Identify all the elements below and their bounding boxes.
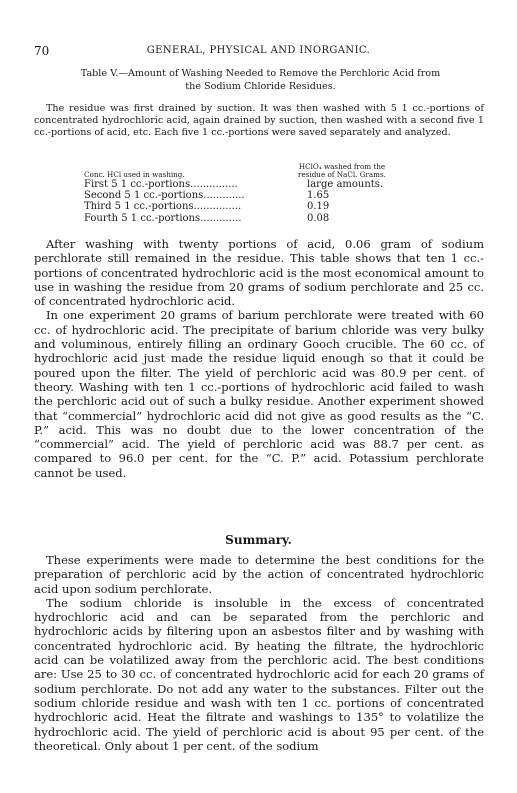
table-header-row bbox=[84, 163, 395, 179]
table-row bbox=[84, 190, 395, 201]
paragraph: After washing with twenty portions of acid, 0.06 gram of sodium perchlorate still remained in the residue. This table shows that ten 1 cc.-portions of concentrated hydrochloric acid is the most economical amount to use in washing the residue from 20 grams of sodium perchlorate and 25 cc. of concentrated hydrochloric acid. bbox=[34, 237, 484, 309]
summary-text bbox=[34, 553, 484, 753]
body-text bbox=[34, 237, 484, 480]
column-header-hclo4-line-1: HClO₄ washed from the bbox=[298, 162, 386, 171]
running-head: GENERAL, PHYSICAL AND INORGANIC. bbox=[146, 45, 371, 56]
table-row bbox=[84, 213, 395, 224]
row-value: large amounts. bbox=[307, 179, 384, 190]
table-caption-line-2: the Sodium Chloride Residues. bbox=[185, 80, 336, 92]
row-value: 0.19 bbox=[307, 201, 330, 213]
row-label: Fourth 5 1 cc.-portions............. bbox=[84, 212, 242, 224]
row-value: 1.65 bbox=[307, 190, 330, 202]
table-intro bbox=[34, 103, 484, 140]
paragraph: The sodium chloride is insoluble in the excess of concentrated hydrochloric acid and can be separated from the perchloric and hydrochloric acids by filtering upon an asbestos filter and by washing with concentrated hydrochloric acid. By heating the filtrate, the hydrochloric acid can be volatilized away from the perchloric acid. The best conditions are: Use 25 to 30 cc. of concentrated hydrochloric acid for each 20 grams of sodium perchlorate. Do not add any water to the substances. Filter out the sodium chloride residue and wash with ten 1 cc. portions of concentrated hydrochloric acid. Heat the filtrate and washings to 135° to volatilize the hydrochloric acid. The yield of perchloric acid is about 95 per cent. of the theoretical. Only about 1 per cent. of the sodium bbox=[34, 595, 484, 753]
page-header bbox=[34, 44, 483, 58]
table-row bbox=[84, 201, 395, 212]
table-caption bbox=[40, 68, 481, 93]
table-intro-text: The residue was first drained by suction. It was then washed with 5 1 cc.-portions of concentrated hydrochloric acid, again drained by suction, then washed with a second five 1 cc.-portions of acid, etc. Each five 1 cc.-portions were saved separately and analyzed. bbox=[34, 103, 484, 139]
page-number: 70 bbox=[34, 44, 50, 58]
column-header-hclo4-line-2: residue of NaCl. Grams. bbox=[298, 170, 386, 179]
row-label: Second 5 1 cc.-portions............. bbox=[84, 190, 245, 202]
table-row bbox=[84, 179, 395, 190]
data-table bbox=[84, 163, 395, 224]
row-label: First 5 1 cc.-portions............... bbox=[84, 179, 238, 190]
column-header-hclo4 bbox=[289, 163, 395, 179]
paragraph: In one experiment 20 grams of barium perchlorate were treated with 60 cc. of hydrochloric acid. The precipitate of barium chloride was very bulky and voluminous, entirely filling an ordinary Gooch crucible. The 60 cc. of hydrochloric acid just made the residue liquid enough so that it could be poured upon the filter. The yield of perchloric acid was 80.9 per cent. of theory. Washing with ten 1 cc.-portions of hydrochloric acid failed to wash the perchloric acid out of such a bulky residue. Another experiment showed that “commercial” hydrochloric acid did not give as good results as the “C. P.” acid. This was no doubt due to the lower concentration of the “commercial” acid. The yield of perchloric acid was 88.7 per cent. as compared to 96.0 per cent. for the “C. P.” acid. Potassium perchlorate cannot be used. bbox=[34, 308, 484, 480]
paragraph: These experiments were made to determine the best conditions for the preparation of perchloric acid by the action of concentrated hydrochloric acid upon sodium perchlorate. bbox=[34, 553, 484, 596]
row-label: Third 5 1 cc.-portions............... bbox=[84, 201, 242, 213]
row-value: 0.08 bbox=[307, 212, 330, 224]
column-header-hcl: Conc. HCl used in washing. bbox=[84, 170, 185, 179]
summary-heading: Summary. bbox=[225, 533, 292, 547]
table-caption-line-1: Table V.—Amount of Washing Needed to Remove the Perchloric Acid from bbox=[80, 68, 441, 79]
